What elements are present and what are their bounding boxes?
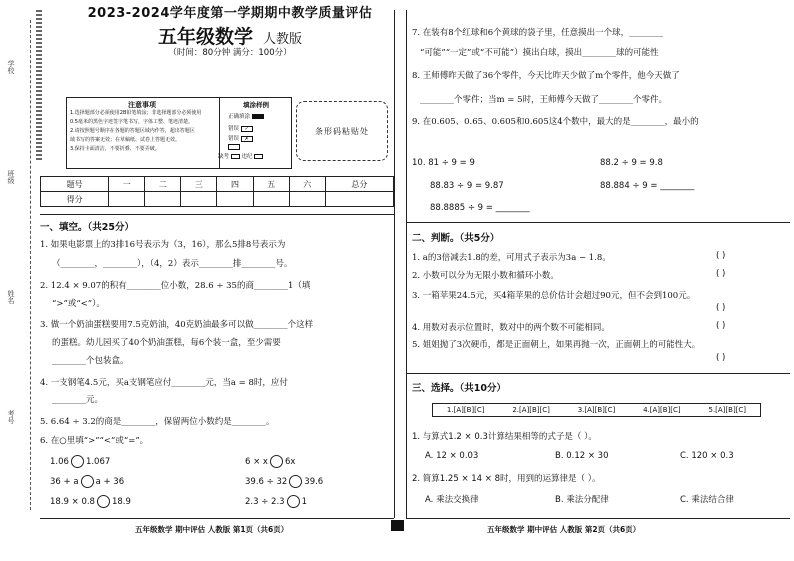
score-header: 六 bbox=[289, 177, 325, 192]
compare-circle[interactable] bbox=[81, 475, 94, 488]
compare-item: 2.3 ÷ 2.3 1 bbox=[245, 497, 307, 507]
fill-q4-line2: ________元。 bbox=[52, 395, 104, 405]
compare-circle[interactable] bbox=[270, 455, 283, 468]
fill-q4-line1: 4. 一支钢笔4.5元，买a支钢笔应付________元，当a = 8时，应付 bbox=[40, 378, 288, 388]
choice-option: C. 乘法结合律 bbox=[680, 495, 734, 505]
section2-title: 二、判断。（共5分） bbox=[412, 233, 500, 244]
compare-item: 18.9 × 0.8 18.9 bbox=[50, 497, 131, 507]
q10-item: 88.8885 ÷ 9 = ________ bbox=[430, 203, 530, 213]
fill-q1-line2: （________，________），（4，2）表示________排________号。 bbox=[52, 259, 293, 269]
edition-label: 人教版 bbox=[263, 32, 303, 47]
section1-title: 一、填空。（共25分） bbox=[40, 222, 134, 233]
footer-left: 五年级数学 期中评估 人教版 第1页（共6页） bbox=[135, 525, 289, 534]
fill-q7-line1: 7. 在装有8个红球和6个黄球的袋子里，任意摸出一个球，________ bbox=[412, 28, 664, 38]
binding-line bbox=[30, 20, 31, 510]
answer-option[interactable]: 4.[A][B][C] bbox=[643, 406, 681, 414]
binding-label-school: 学校 bbox=[7, 60, 15, 74]
fill-sample-title: 填涂样例 bbox=[243, 101, 269, 109]
score-cell[interactable] bbox=[217, 192, 253, 207]
q10-item: 88.884 ÷ 9 = ________ bbox=[600, 181, 695, 191]
score-header: 五 bbox=[253, 177, 289, 192]
sample-correct: 正确填涂 bbox=[228, 112, 264, 120]
compare-item: 1.06 1.067 bbox=[50, 457, 111, 467]
notice-title: 注意事项 bbox=[128, 101, 156, 109]
registration-mark bbox=[391, 520, 404, 531]
sample-wrong-2: 错误 ✗ bbox=[228, 134, 253, 142]
score-header: 三 bbox=[181, 177, 217, 192]
binding-zigzag bbox=[36, 10, 42, 160]
score-header: 题号 bbox=[41, 177, 109, 192]
fill-q3-line3: ________个包装盒。 bbox=[52, 356, 129, 366]
q10-item: 10. 81 ÷ 9 = 9 bbox=[412, 158, 475, 168]
section-rule bbox=[406, 518, 790, 519]
score-cell[interactable] bbox=[325, 192, 393, 207]
score-cell[interactable] bbox=[253, 192, 289, 207]
section-rule bbox=[40, 214, 394, 215]
score-row-label: 得分 bbox=[41, 192, 109, 207]
choice-q1: 1. 与算式1.2 × 0.3计算结果相等的式子是（ ）。 bbox=[412, 432, 597, 442]
judge-item: 3. 一箱苹果24.5元，买4箱苹果的总价估计会超过90元，但不会到100元。 bbox=[412, 291, 696, 301]
score-cell[interactable] bbox=[289, 192, 325, 207]
notice-item: 域书写的答案无效；在草稿纸、试卷上答题无效。 bbox=[70, 137, 181, 143]
choice-option: B. 乘法分配律 bbox=[555, 495, 609, 505]
fill-q1-line1: 1. 如果电影票上的3排16号表示为（3，16），那么5排8号表示为 bbox=[40, 240, 286, 250]
section3-title: 三、选择。（共10分） bbox=[412, 383, 506, 394]
score-header: 二 bbox=[145, 177, 181, 192]
time-info: （时间：80分钟 满分：100分） bbox=[168, 48, 292, 58]
q10-item: 88.83 ÷ 9 = 9.87 bbox=[430, 181, 504, 191]
fill-q3-line2: 的蛋糕。幼儿园买了40个奶油蛋糕，每6个装一盒，至少需要 bbox=[52, 338, 281, 348]
subject-name: 五年级数学 bbox=[157, 26, 253, 48]
fill-q8-line1: 8. 王师傅昨天做了36个零件，今天比昨天少做了m个零件，他今天做了 bbox=[412, 71, 680, 81]
section-rule bbox=[40, 518, 394, 519]
fill-q2-line2: “>”或“<”）。 bbox=[52, 299, 105, 309]
judge-bracket[interactable]: ( ) bbox=[716, 251, 726, 261]
q10-item: 88.2 ÷ 9 = 9.8 bbox=[600, 158, 663, 168]
answer-bubble-row bbox=[432, 403, 761, 417]
barcode-area: 条形码粘贴处 bbox=[296, 101, 388, 161]
section-rule bbox=[406, 222, 790, 223]
binding-strip bbox=[0, 0, 40, 520]
choice-option: A. 12 × 0.03 bbox=[425, 451, 479, 461]
binding-label-name: 姓名 bbox=[7, 290, 15, 304]
judge-item: 5. 姐姐抛了3次硬币，都是正面朝上，如果再抛一次，正面朝上的可能性大。 bbox=[412, 340, 701, 350]
answer-option[interactable]: 2.[A][B][C] bbox=[512, 406, 550, 414]
subject-title bbox=[60, 22, 400, 49]
score-header: 一 bbox=[109, 177, 145, 192]
fill-q3-line1: 3. 做一个奶油蛋糕要用7.5克奶油，40克奶油最多可以做________个这样 bbox=[40, 320, 314, 330]
exam-title: 2023-2024学年度第一学期期中教学质量评估 bbox=[87, 6, 373, 21]
compare-circle[interactable] bbox=[289, 475, 302, 488]
notice-item: 0.5毫米的黑色字迹签字笔书写，字体工整、笔迹清楚。 bbox=[70, 119, 193, 125]
answer-option[interactable]: 3.[A][B][C] bbox=[577, 406, 616, 414]
notice-item: 2.请按照题号顺序在各题的答题区域内作答，超出答题区 bbox=[70, 128, 195, 134]
fill-q2-line1: 2. 12.4 × 9.07的积有________位小数，28.6 ÷ 35的商________1（填 bbox=[40, 281, 311, 291]
score-cell[interactable] bbox=[181, 192, 217, 207]
score-cell[interactable] bbox=[109, 192, 145, 207]
page-border bbox=[394, 10, 395, 518]
score-header: 总分 bbox=[325, 177, 393, 192]
section-rule bbox=[406, 373, 790, 374]
page-border bbox=[406, 10, 407, 518]
judge-item: 2. 小数可以分为无限小数和循环小数。 bbox=[412, 271, 559, 281]
binding-label-class: 班级 bbox=[7, 170, 15, 184]
choice-option: A. 乘法交换律 bbox=[425, 495, 479, 505]
answer-option[interactable]: 1.[A][B][C] bbox=[446, 406, 485, 414]
score-value-row bbox=[41, 192, 394, 207]
score-header-row bbox=[41, 177, 394, 192]
sample-wrong-1: 错误 ✓ bbox=[228, 124, 253, 132]
score-cell[interactable] bbox=[145, 192, 181, 207]
choice-q2: 2. 简算1.25 × 14 × 8时，用到的运算律是（ ）。 bbox=[412, 474, 601, 484]
judge-bracket[interactable]: ( ) bbox=[716, 303, 726, 313]
compare-item: 36 + a a + 36 bbox=[50, 477, 125, 487]
choice-option: C. 120 × 0.3 bbox=[680, 451, 734, 461]
fill-q6: 6. 在○里填“>”“<”或“=”。 bbox=[40, 436, 149, 446]
notice-item: 3.保持卡面清洁，不要折叠、不要弄破。 bbox=[70, 146, 160, 152]
answer-option[interactable]: 5.[A][B][C] bbox=[708, 406, 747, 414]
footer-right: 五年级数学 期中评估 人教版 第2页（共6页） bbox=[487, 525, 641, 534]
notice-items bbox=[70, 109, 220, 154]
judge-item: 1. a的3倍减去1.8的差，可用式子表示为3a − 1.8。 bbox=[412, 253, 611, 263]
compare-circle[interactable] bbox=[97, 495, 110, 508]
fill-q7-line2: “可能”“一定”或“不可能”）摸出白球，摸出________球的可能性 bbox=[420, 48, 659, 58]
score-table bbox=[40, 176, 394, 207]
compare-item: 6 × x 6x bbox=[245, 457, 296, 467]
sample-wrong-3 bbox=[228, 144, 240, 151]
compare-item: 39.6 ÷ 32 39.6 bbox=[245, 477, 324, 487]
judge-bracket[interactable]: ( ) bbox=[716, 321, 726, 331]
choice-option: B. 0.12 × 30 bbox=[555, 451, 609, 461]
fill-q8-line2: ________个零件；当m = 5时，王师傅今天做了________个零件。 bbox=[420, 95, 667, 105]
binding-label-id: 考号 bbox=[7, 410, 15, 424]
notice-item: 1.选择题部分必须使用2B铅笔填涂；非选择题部分必须使用 bbox=[70, 110, 202, 116]
compare-circle[interactable] bbox=[71, 455, 84, 468]
judge-bracket[interactable]: ( ) bbox=[716, 269, 726, 279]
absent-marks: 缺考 违纪 bbox=[218, 152, 263, 160]
judge-item: 4. 用数对表示位置时，数对中的两个数不可能相同。 bbox=[412, 323, 610, 333]
fill-q5: 5. 6.64 ÷ 3.2的商是________，保留两位小数约是________。 bbox=[40, 417, 275, 427]
fill-q9: 9. 在0.605、0.65、0.605和0.605这4个数中，最大的是________，最小的 bbox=[412, 117, 699, 127]
score-header: 四 bbox=[217, 177, 253, 192]
compare-circle[interactable] bbox=[287, 495, 300, 508]
judge-bracket[interactable]: ( ) bbox=[716, 353, 726, 363]
